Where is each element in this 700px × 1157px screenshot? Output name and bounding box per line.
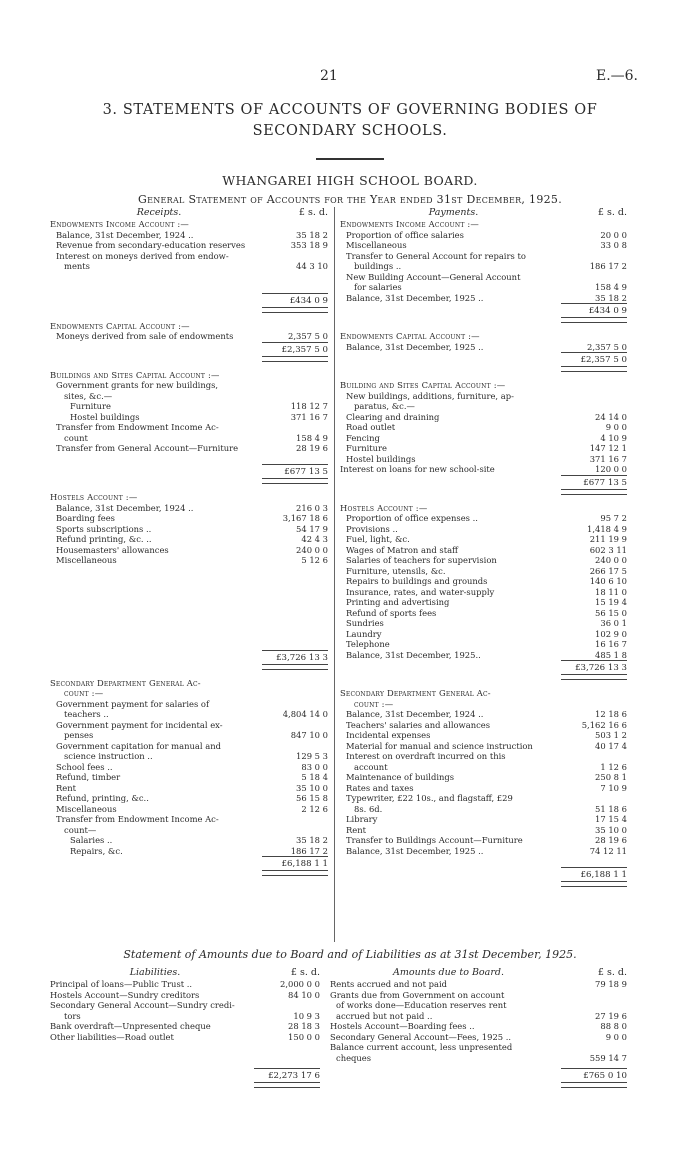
line-item: Salaries of teachers for supervision 240 0 0 (346, 555, 627, 565)
line-item: Laundry 102 9 0 (346, 628, 627, 639)
line-item: Housemasters' allowances 240 0 0 (56, 544, 328, 555)
section-total: £6,188 1 1 (340, 867, 627, 881)
line-item: paratus, &c.— (354, 401, 415, 411)
line-item: Hostels Account—Sundry creditors 84 10 0 (50, 989, 320, 1000)
line-item: Rents accrued and not paid 79 18 9 (330, 979, 627, 989)
line-item: Teachers' salaries and allowances 5,162 16 6 (346, 719, 627, 730)
line-item: science instruction .. 129 5 3 (64, 751, 328, 761)
line-item: Telephone 16 16 7 (346, 639, 627, 649)
title-rule (316, 158, 384, 160)
line-item: New Building Account—General Account (346, 271, 521, 282)
line-item: Furniture 118 12 7 (70, 401, 328, 411)
line-item: Principal of loans—Public Trust .. 2,000 0 0 (50, 979, 320, 989)
line-item: School fees .. 83 0 0 (56, 761, 328, 772)
line-item: Proportion of office expenses .. 95 7 2 (346, 513, 627, 523)
section-title: Secondary Department General Ac- (50, 677, 201, 688)
line-item: Transfer from Endowment Income Ac- (56, 422, 219, 432)
line-item: Proportion of office salaries 20 0 0 (346, 229, 627, 240)
line-item: Repairs to buildings and grounds 140 6 10 (346, 576, 627, 586)
section-total: £434 0 9 (50, 293, 328, 307)
section-title: Hostels Account :— (50, 492, 138, 502)
section-total: £2,273 17 6 (50, 1068, 320, 1082)
section-title: Endowments Capital Account :— (50, 320, 190, 331)
page-number: 21 (320, 68, 338, 84)
liabilities-heading: Liabilities. (129, 967, 181, 978)
section-title: Endowments Income Account :— (340, 219, 479, 229)
line-item: cheques 559 14 7 (336, 1052, 627, 1063)
line-item: Government payment for salaries of (56, 698, 210, 709)
line-item: Government grants for new buildings, (56, 380, 219, 390)
section-title: Endowments Capital Account :— (340, 331, 480, 341)
line-item: Sports subscriptions .. 54 17 9 (56, 523, 328, 534)
line-item: Salaries .. 35 18 2 (70, 835, 328, 845)
line-item: Rent 35 10 0 (346, 824, 627, 835)
line-item: Miscellaneous 2 12 6 (56, 803, 328, 814)
column-divider (334, 207, 335, 942)
line-item: Repairs, &c. 186 17 2 (70, 845, 328, 856)
section-title: Endowments Income Account :— (50, 219, 189, 229)
line-item: Refund of sports fees 56 15 0 (346, 607, 627, 618)
title-line-2: SECONDARY SCHOOLS. (252, 123, 448, 139)
line-item: Incidental expenses 503 1 2 (346, 730, 627, 740)
amounts-due-units: £ s. d. (597, 967, 627, 978)
line-item: account 1 12 6 (354, 761, 627, 772)
line-item: Boarding fees 3,167 18 6 (56, 513, 328, 523)
receipts-units: £ s. d. (298, 207, 328, 218)
line-item: Refund printing, &c. .. 42 4 3 (56, 534, 328, 544)
line-item: sites, &c.— (64, 390, 113, 401)
section-title: count :— (64, 688, 104, 698)
section-title: Building and Sites Capital Account :— (340, 380, 506, 390)
line-item: buildings .. 186 17 2 (354, 261, 627, 271)
section-total: £2,357 5 0 (340, 352, 627, 366)
line-item: Maintenance of buildings 250 8 1 (346, 772, 627, 782)
line-item: Interest on loans for new school-site 120 0 0 (340, 464, 627, 474)
line-item: count 158 4 9 (64, 432, 328, 443)
line-item: Wages of Matron and staff 602 3 11 (346, 544, 627, 555)
line-item: Transfer to Buildings Account—Furniture 28 19 6 (346, 835, 627, 845)
line-item: Insurance, rates, and water-supply 18 11 0 (346, 586, 627, 597)
line-item: Hostel buildings 371 16 7 (70, 411, 328, 422)
line-item: count— (64, 824, 97, 835)
line-item: Clearing and draining 24 14 0 (346, 411, 627, 422)
payments-column (340, 207, 627, 895)
section-total: £6,188 1 1 (50, 856, 328, 870)
receipts-column (50, 207, 328, 884)
line-item: Balance, 31st December, 1925 .. 2,357 5 0 (346, 341, 627, 352)
line-item: Balance, 31st December, 1925.. 485 1 8 (346, 649, 627, 660)
line-item: Material for manual and science instruction 40 17 4 (346, 740, 627, 751)
line-item: Balance, 31st December, 1924 .. 35 18 2 (56, 229, 328, 240)
section-total: £677 13 5 (50, 464, 328, 478)
line-item: Hostel buildings 371 16 7 (346, 453, 627, 464)
line-item: of works done—Education reserves rent (336, 1000, 507, 1010)
section-total: £434 0 9 (340, 303, 627, 317)
section-total: £677 13 5 (340, 475, 627, 489)
line-item: Transfer from Endowment Income Ac- (56, 814, 219, 824)
line-item: Balance, 31st December, 1925 .. 35 18 2 (346, 292, 627, 303)
line-item: Revenue from secondary-education reserves 353 18 9 (56, 240, 328, 250)
section-total: £3,726 13 3 (50, 650, 328, 664)
liabilities-column (50, 967, 320, 1096)
section-total: £3,726 13 3 (340, 660, 627, 674)
section-title: Secondary Department General Ac- (340, 688, 491, 698)
line-item: Hostels Account—Boarding fees .. 88 8 0 (330, 1021, 627, 1031)
line-item: Typewriter, £22 10s., and flagstaff, £29 (346, 793, 513, 803)
line-item: Balance current account, less unpresented (330, 1042, 513, 1052)
page-title (40, 100, 660, 142)
statement-title: General Statement of Accounts for the Year ended 31st December, 1925. (137, 193, 563, 206)
section-total: £765 0 10 (330, 1068, 627, 1082)
line-item: Secondary General Account—Sundry credi- (50, 1000, 235, 1010)
line-item: Bank overdraft—Unpresented cheque 28 18 3 (50, 1021, 320, 1031)
line-item: Balance, 31st December, 1924 .. 12 18 6 (346, 709, 627, 719)
line-item: Road outlet 9 0 0 (346, 422, 627, 432)
liabilities-statement-title: Statement of Amounts due to Board and of Liabilities as at 31st December, 1925. (123, 948, 577, 961)
line-item: ments 44 3 10 (64, 261, 328, 271)
line-item: New buildings, additions, furniture, ap- (346, 390, 514, 401)
line-item: Grants due from Government on account (330, 989, 505, 1000)
amounts-due-heading: Amounts due to Board. (393, 967, 504, 978)
liabilities-units: £ s. d. (290, 967, 320, 978)
title-line-1: 3. STATEMENTS OF ACCOUNTS OF GOVERNING BODIES OF (102, 102, 598, 118)
line-item: Balance, 31st December, 1924 .. 216 0 3 (56, 502, 328, 513)
line-item: Interest on overdraft incurred on this (346, 751, 506, 761)
line-item: Refund, printing, &c.. 56 15 8 (56, 793, 328, 803)
line-item: accrued but not paid .. 27 19 6 (336, 1010, 627, 1021)
line-item: Furniture 147 12 1 (346, 443, 627, 453)
board-name: WHANGAREI HIGH SCHOOL BOARD. (222, 173, 478, 188)
line-item: Interest on moneys derived from endow- (56, 250, 229, 261)
line-item: Other liabilities—Road outlet 150 0 0 (50, 1031, 320, 1042)
document-code: E.—6. (595, 68, 638, 84)
line-item: Transfer from General Account—Furniture 28 19 6 (56, 443, 328, 453)
line-item: penses 847 10 0 (64, 730, 328, 740)
section-title: Hostels Account :— (340, 502, 428, 513)
line-item: Printing and advertising 15 19 4 (346, 597, 627, 607)
line-item: for salaries 158 4 9 (354, 282, 627, 292)
section-total: £2,357 5 0 (50, 342, 328, 356)
line-item: Provisions .. 1,418 4 9 (346, 523, 627, 534)
line-item: Miscellaneous 33 0 8 (346, 240, 627, 250)
line-item: 8s. 6d. 51 18 6 (354, 803, 627, 814)
line-item: Fencing 4 10 9 (346, 432, 627, 443)
payments-units: £ s. d. (597, 207, 627, 218)
payments-heading: Payments. (428, 207, 479, 218)
section-title: count :— (354, 698, 394, 709)
line-item: Furniture, utensils, &c. 266 17 5 (346, 565, 627, 576)
line-item: Fuel, light, &c. 211 19 9 (346, 534, 627, 544)
line-item: Balance, 31st December, 1925 .. 74 12 11 (346, 845, 627, 856)
line-item: tors 10 9 3 (64, 1010, 320, 1021)
amounts-due-column (330, 967, 627, 1096)
line-item: Sundries 36 0 1 (346, 618, 627, 628)
line-item: Refund, timber 5 18 4 (56, 772, 328, 782)
line-item: Rates and taxes 7 10 9 (346, 782, 627, 793)
line-item: Secondary General Account—Fees, 1925 .. 9 0 0 (330, 1031, 627, 1042)
line-item: Library 17 15 4 (346, 814, 627, 824)
section-title: Buildings and Sites Capital Account :— (50, 369, 220, 380)
line-item: Miscellaneous 5 12 6 (56, 555, 328, 565)
line-item: Transfer to General Account for repairs to (346, 250, 526, 261)
line-item: Government payment for incidental ex- (56, 719, 223, 730)
line-item: Government capitation for manual and (56, 740, 221, 751)
line-item: Moneys derived from sale of endowments 2,357 5 0 (56, 331, 328, 341)
line-item: Rent 35 10 0 (56, 782, 328, 793)
receipts-heading: Receipts. (136, 207, 182, 218)
line-item: teachers .. 4,804 14 0 (64, 709, 328, 719)
